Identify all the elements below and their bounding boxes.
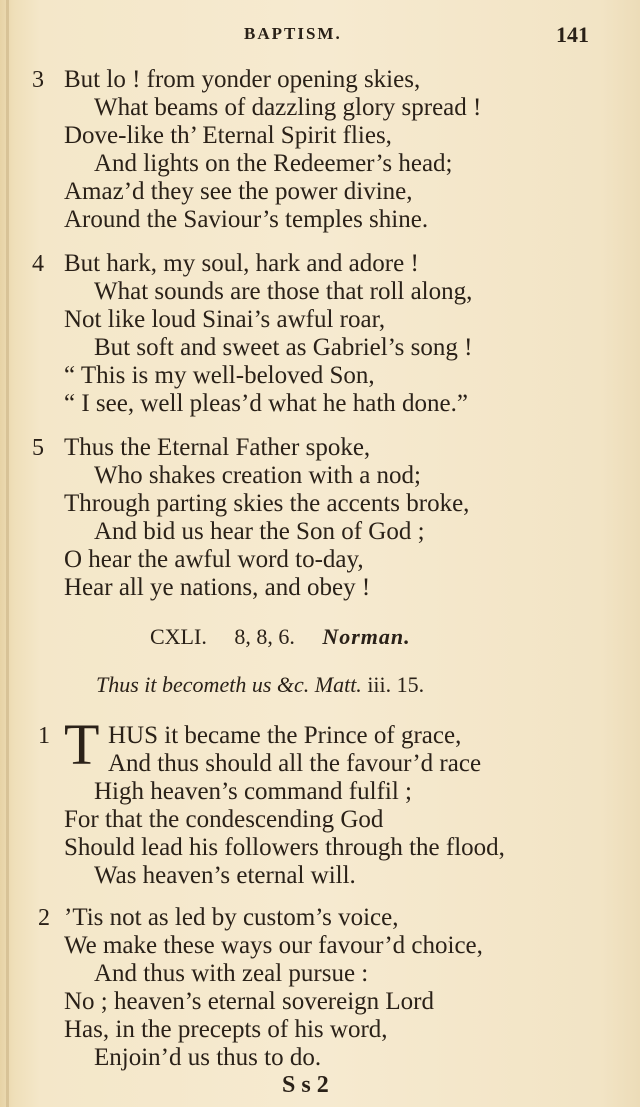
verse-line: What sounds are those that roll along, bbox=[94, 278, 473, 305]
printer-signature: S s 2 bbox=[282, 1072, 329, 1098]
verse-line: And bid us hear the Son of God ; bbox=[94, 518, 425, 545]
stanza-number: 4 bbox=[32, 251, 44, 277]
stanza-number: 1 bbox=[38, 723, 50, 749]
verse-line: But lo ! from yonder opening skies, bbox=[64, 66, 421, 93]
verse-line: Should lead his followers through the flood, bbox=[64, 834, 505, 861]
verse-line: But soft and sweet as Gabriel’s song ! bbox=[94, 334, 473, 361]
verse-line: And thus should all the favour’d race bbox=[108, 750, 482, 777]
page-number: 141 bbox=[556, 22, 589, 47]
drop-cap: T bbox=[64, 712, 100, 777]
verse-line: And lights on the Redeemer’s head; bbox=[94, 150, 453, 177]
verse-line: Was heaven’s eternal will. bbox=[94, 862, 356, 889]
stanza-number: 5 bbox=[32, 435, 44, 461]
binding-gutter bbox=[6, 0, 9, 1107]
stanza-number: 2 bbox=[38, 905, 50, 931]
verse-line: We make these ways our favour’d choice, bbox=[64, 932, 483, 959]
verse-line: High heaven’s command fulfil ; bbox=[94, 778, 412, 805]
verse-line: Thus the Eternal Father spoke, bbox=[64, 434, 371, 461]
verse-line: Hear all ye nations, and obey ! bbox=[64, 574, 371, 601]
verse-line: Amaz’d they see the power divine, bbox=[64, 178, 413, 205]
verse-line: And thus with zeal pursue : bbox=[94, 960, 369, 987]
verse-line: ’Tis not as led by custom’s voice, bbox=[64, 904, 399, 931]
verse-line: Around the Saviour’s temples shine. bbox=[64, 206, 429, 233]
verse-line: Not like loud Sinai’s awful roar, bbox=[64, 306, 386, 333]
verse-line: Through parting skies the accents broke, bbox=[64, 490, 470, 517]
hymn-heading bbox=[150, 624, 411, 650]
verse-line: Dove-like th’ Eternal Spirit flies, bbox=[64, 122, 392, 149]
hymn-tune: Norman. bbox=[322, 624, 411, 649]
verse-line: No ; heaven’s eternal sovereign Lord bbox=[64, 988, 435, 1015]
hymn-metre: 8, 8, 6. bbox=[234, 624, 295, 649]
reference-text: Thus it becometh us &c. Matt. bbox=[96, 672, 362, 697]
verse-line: What beams of dazzling glory spread ! bbox=[94, 94, 482, 121]
verse-line: HUS it became the Prince of grace, bbox=[108, 722, 462, 749]
verse-line: “ This is my well-beloved Son, bbox=[64, 362, 375, 389]
verse-line: O hear the awful word to-day, bbox=[64, 546, 364, 573]
verse-line: Who shakes creation with a nod; bbox=[94, 462, 421, 489]
verse-line: But hark, my soul, hark and adore ! bbox=[64, 250, 419, 277]
verse-line: Has, in the precepts of his word, bbox=[64, 1016, 388, 1043]
hymn-number: CXLI. bbox=[150, 624, 207, 649]
verse-line: Enjoin’d us thus to do. bbox=[94, 1044, 322, 1071]
scripture-reference bbox=[96, 672, 424, 698]
running-head: BAPTISM. bbox=[244, 24, 342, 43]
stanza-number: 3 bbox=[32, 67, 44, 93]
verse-line: “ I see, well pleas’d what he hath done.” bbox=[64, 390, 469, 417]
reference-chapter: iii. 15. bbox=[367, 672, 425, 697]
verse-line: For that the condescending God bbox=[64, 806, 384, 833]
